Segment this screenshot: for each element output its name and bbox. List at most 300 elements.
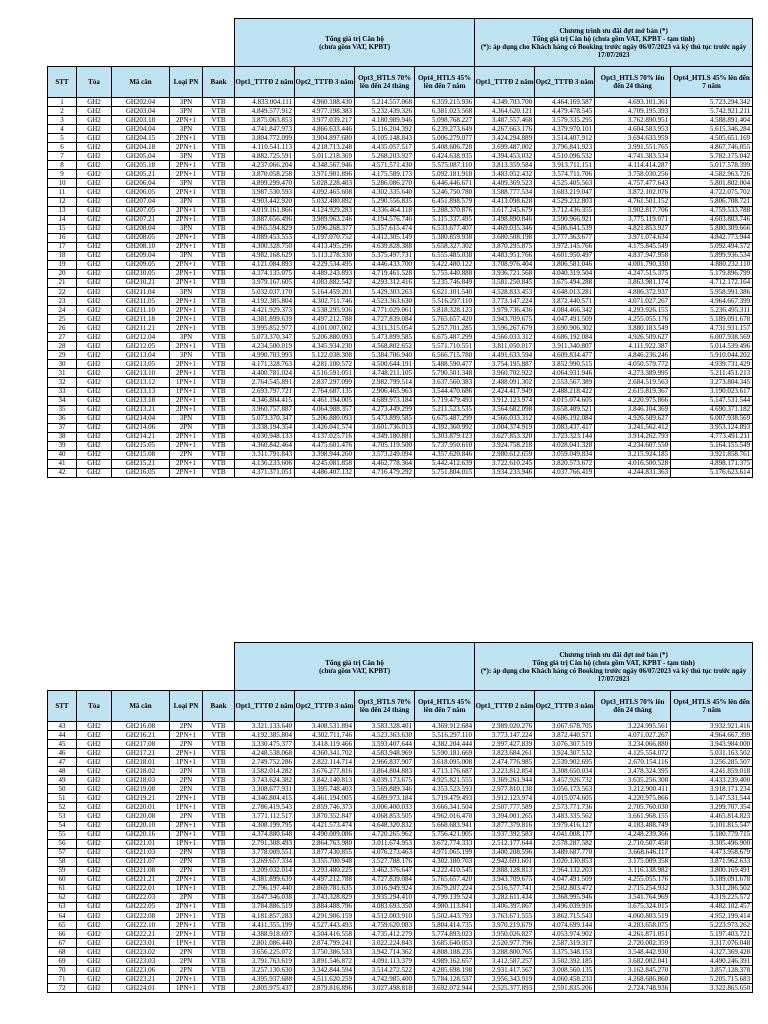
cell-opt4: 5.765.657.420 — [415, 875, 475, 884]
cell-promo-opt2: 3.979.416.127 — [535, 821, 595, 830]
cell-stt: 55 — [48, 830, 77, 839]
cell-promo-opt2: 4.648.013.281 — [535, 287, 595, 296]
cell-opt2: 4.197.070.752 — [295, 233, 355, 242]
cell-opt4: 3.618.095.008 — [415, 758, 475, 767]
cell-bedroom-type: 1PN+1 — [170, 839, 203, 848]
cell-bank: VTB — [203, 459, 235, 468]
cell-building: GH2 — [77, 278, 112, 287]
cell-stt: 3 — [48, 116, 77, 125]
cell-promo-opt3: 3.212.900.411 — [595, 785, 671, 794]
cell-promo-opt1: 3.223.812.854 — [475, 767, 535, 776]
cell-stt: 42 — [48, 468, 77, 477]
table-row — [48, 459, 753, 468]
cell-unit-code: GH206.04 — [112, 179, 170, 188]
cell-promo-opt2: 4.015.074.605 — [535, 794, 595, 803]
cell-opt3: 4.735.412.279 — [355, 930, 415, 939]
cell-opt2: 4.083.882.542 — [295, 278, 355, 287]
cell-unit-code: GH221.07 — [112, 857, 170, 866]
cell-unit-code: GH208.04 — [112, 224, 170, 233]
cell-stt: 60 — [48, 875, 77, 884]
cell-promo-opt4: 3.305.496.900 — [671, 839, 753, 848]
cell-building: GH2 — [77, 260, 112, 269]
col-building: Tòa — [77, 67, 112, 98]
cell-building: GH2 — [77, 794, 112, 803]
cell-stt: 33 — [48, 387, 77, 396]
cell-opt1: 3.656.225.072 — [235, 948, 295, 957]
cell-opt3: 5.384.706.940 — [355, 351, 415, 360]
cell-opt4: 6.621.101.540 — [415, 287, 475, 296]
cell-unit-code: GH221.08 — [112, 866, 170, 875]
cell-promo-opt3: 3.914.262.793 — [595, 432, 671, 441]
cell-bedroom-type: 2PN — [170, 740, 203, 749]
cell-unit-code: GH219.08 — [112, 785, 170, 794]
table-row — [48, 98, 753, 107]
cell-opt3: 5.232.439.326 — [355, 107, 415, 116]
cell-bank: VTB — [203, 857, 235, 866]
cell-unit-code: GH207.05 — [112, 206, 170, 215]
cell-promo-opt2: 3.852.990.515 — [535, 360, 595, 369]
cell-promo-opt4: 5.723.294.342 — [671, 98, 753, 107]
cell-building: GH2 — [77, 170, 112, 179]
cell-opt2: 4.490.009.086 — [295, 830, 355, 839]
cell-promo-opt2: 3.690.906.302 — [535, 324, 595, 333]
cell-building: GH2 — [77, 812, 112, 821]
cell-opt1: 3.960.757.887 — [235, 405, 295, 414]
cell-bedroom-type: 3PN — [170, 333, 203, 342]
cell-opt1: 4.381.899.639 — [235, 875, 295, 884]
cell-building: GH2 — [77, 116, 112, 125]
cell-promo-opt4: 5.147.531.544 — [671, 794, 753, 803]
cell-building: GH2 — [77, 405, 112, 414]
cell-stt: 61 — [48, 884, 77, 893]
cell-opt1: 4.030.948.133 — [235, 432, 295, 441]
cell-promo-opt2: 2.488.218.422 — [535, 387, 595, 396]
col-opt4: Opt4_HTLS 45% lên đến 7 năm — [415, 691, 475, 722]
cell-building: GH2 — [77, 758, 112, 767]
table-row — [48, 224, 753, 233]
cell-opt3: 4.568.802.652 — [355, 342, 415, 351]
cell-bank: VTB — [203, 875, 235, 884]
cell-opt3: 2.906.465.963 — [355, 387, 415, 396]
cell-unit-code: GH219.21 — [112, 794, 170, 803]
cell-building: GH2 — [77, 450, 112, 459]
col-bank: Bank — [203, 67, 235, 98]
cell-opt3: 3.514.272.522 — [355, 966, 415, 975]
cell-promo-opt2: 3.076.307.519 — [535, 740, 595, 749]
cell-bank: VTB — [203, 387, 235, 396]
cell-opt1: 4.374.135.075 — [235, 269, 295, 278]
cell-promo-opt2: 3.502.392.185 — [535, 957, 595, 966]
cell-unit-code: GH223.02 — [112, 948, 170, 957]
cell-unit-code: GH223.01 — [112, 939, 170, 948]
cell-bedroom-type: 2PN+1 — [170, 342, 203, 351]
cell-promo-opt3: 3.762.890.951 — [595, 116, 671, 125]
cell-unit-code: GH204.15 — [112, 134, 170, 143]
cell-bank: VTB — [203, 893, 235, 902]
cell-unit-code: GH205.04 — [112, 152, 170, 161]
cell-building: GH2 — [77, 152, 112, 161]
cell-building: GH2 — [77, 134, 112, 143]
cell-bedroom-type: 2PN+1 — [170, 206, 203, 215]
cell-bedroom-type: 2PN+1 — [170, 315, 203, 324]
cell-bank: VTB — [203, 848, 235, 857]
cell-unit-code: GH207.21 — [112, 215, 170, 224]
cell-building: GH2 — [77, 857, 112, 866]
cell-promo-opt4: 4.759.533.788 — [671, 206, 753, 215]
cell-opt3: 5.116.204.392 — [355, 125, 415, 134]
cell-promo-opt4: 5.180.779.715 — [671, 830, 753, 839]
table-row — [48, 161, 753, 170]
cell-promo-opt4: 4.880.232.110 — [671, 260, 753, 269]
table-row — [48, 758, 753, 767]
cell-bedroom-type: 2PN+1 — [170, 432, 203, 441]
cell-promo-opt1: 2.997.427.839 — [475, 740, 535, 749]
col-promo-opt1: Opt1_TTTĐ 2 năm — [475, 67, 535, 98]
cell-unit-code: GH220.01 — [112, 803, 170, 812]
table-row — [48, 893, 753, 902]
cell-opt1: 4.234.500.019 — [235, 342, 295, 351]
cell-bedroom-type: 2PN+1 — [170, 821, 203, 830]
cell-stt: 67 — [48, 939, 77, 948]
cell-building: GH2 — [77, 966, 112, 975]
cell-bank: VTB — [203, 839, 235, 848]
cell-bedroom-type: 2PN+1 — [170, 902, 203, 911]
cell-bedroom-type: 2PN+1 — [170, 143, 203, 152]
cell-bank: VTB — [203, 749, 235, 758]
cell-opt3: 5.473.899.585 — [355, 333, 415, 342]
cell-bank: VTB — [203, 432, 235, 441]
cell-building: GH2 — [77, 269, 112, 278]
cell-promo-opt1: 3.950.026.827 — [475, 930, 535, 939]
cell-opt4: 6.675.487.299 — [415, 414, 475, 423]
cell-promo-opt1: 3.924.758.218 — [475, 441, 535, 450]
cell-bedroom-type: 2PN — [170, 857, 203, 866]
cell-opt1: 3.979.167.605 — [235, 278, 295, 287]
cell-stt: 39 — [48, 441, 77, 450]
cell-opt1: 3.791.763.619 — [235, 957, 295, 966]
cell-opt1: 4.192.385.804 — [235, 731, 295, 740]
cell-stt: 68 — [48, 948, 77, 957]
table-row — [48, 378, 753, 387]
cell-opt2: 4.360.341.702 — [295, 749, 355, 758]
table-row — [48, 785, 753, 794]
cell-opt2: 2.859.746.373 — [295, 803, 355, 812]
cell-opt2: 4.497.212.788 — [295, 875, 355, 884]
col-building: Tòa — [77, 691, 112, 722]
table-row — [48, 884, 753, 893]
price-table-2-body — [48, 722, 753, 993]
col-promo-opt3: Opt3_HTLS 70% lên đến 24 tháng — [595, 67, 671, 98]
cell-promo-opt1: 3.912.123.974 — [475, 396, 535, 405]
cell-promo-opt1: 2.474.776.985 — [475, 758, 535, 767]
cell-promo-opt1: 3.627.853.320 — [475, 432, 535, 441]
cell-stt: 50 — [48, 785, 77, 794]
cell-bank: VTB — [203, 939, 235, 948]
cell-bedroom-type: 2PN — [170, 767, 203, 776]
cell-opt4: 4.222.410.545 — [415, 866, 475, 875]
cell-promo-opt3: 4.255.055.176 — [595, 875, 671, 884]
cell-promo-opt3: 4.283.658.075 — [595, 921, 671, 930]
cell-opt3: 3.527.788.176 — [355, 857, 415, 866]
cell-opt1: 4.882.725.591 — [235, 152, 295, 161]
cell-opt1: 2.693.797.721 — [235, 387, 295, 396]
cell-bedroom-type: 1PN+1 — [170, 984, 203, 993]
cell-opt3: 3.022.224.843 — [355, 939, 415, 948]
cell-promo-opt2: 4.041.008.177 — [535, 830, 595, 839]
cell-promo-opt4: 3.932.921.416 — [671, 722, 753, 731]
cell-building: GH2 — [77, 767, 112, 776]
cell-opt4: 4.353.523.593 — [415, 785, 475, 794]
cell-opt2: 3.971.901.896 — [295, 170, 355, 179]
cell-opt3: 4.076.273.463 — [355, 848, 415, 857]
cell-unit-code: GH217.08 — [112, 740, 170, 749]
cell-promo-opt2: 3.675.494.288 — [535, 278, 595, 287]
cell-stt: 43 — [48, 722, 77, 731]
cell-promo-opt4: 3.190.023.617 — [671, 387, 753, 396]
cell-unit-code: GH222.08 — [112, 911, 170, 920]
cell-promo-opt3: 4.926.509.627 — [595, 414, 671, 423]
cell-unit-code: GH203.04 — [112, 107, 170, 116]
cell-promo-opt2: 3.683.219.047 — [535, 188, 595, 197]
cell-unit-code: GH212.04 — [112, 333, 170, 342]
cell-bedroom-type: 3PN — [170, 197, 203, 206]
cell-promo-opt4: 3.322.865.650 — [671, 984, 753, 993]
cell-unit-code: GH222.01 — [112, 884, 170, 893]
cell-unit-code: GH214.06 — [112, 423, 170, 432]
cell-promo-opt3: 4.261.871.051 — [595, 930, 671, 939]
cell-bank: VTB — [203, 812, 235, 821]
cell-promo-opt2: 4.074.699.144 — [535, 921, 595, 930]
cell-promo-opt3: 3.541.764.969 — [595, 893, 671, 902]
cell-opt3: 4.180.989.946 — [355, 116, 415, 125]
cell-bank: VTB — [203, 930, 235, 939]
cell-promo-opt4: 4.773.491.211 — [671, 432, 753, 441]
cell-unit-code: GH205.21 — [112, 170, 170, 179]
cell-stt: 12 — [48, 197, 77, 206]
table-row — [48, 324, 753, 333]
cell-building: GH2 — [77, 342, 112, 351]
table-row — [48, 287, 753, 296]
cell-bedroom-type: 2PN — [170, 957, 203, 966]
cell-opt3: 3.011.674.953 — [355, 839, 415, 848]
table-row — [48, 975, 753, 984]
cell-promo-opt3: 2.724.748.936 — [595, 984, 671, 993]
cell-promo-opt3: 4.060.803.519 — [595, 911, 671, 920]
total-value-header: Tổng giá trị Căn hộ (chưa gồm VAT, KPBT) — [235, 19, 475, 67]
cell-promo-opt1: 3.943.709.675 — [475, 875, 535, 884]
cell-opt3: 4.462.778.364 — [355, 459, 415, 468]
cell-bank: VTB — [203, 188, 235, 197]
cell-stt: 11 — [48, 188, 77, 197]
cell-promo-opt2: 3.820.573.672 — [535, 459, 595, 468]
cell-opt2: 4.504.416.558 — [295, 930, 355, 939]
cell-opt1: 3.338.194.354 — [235, 423, 295, 432]
cell-opt2: 2.764.687.135 — [295, 387, 355, 396]
cell-stt: 48 — [48, 767, 77, 776]
cell-unit-code: GH222.05 — [112, 902, 170, 911]
cell-promo-opt2: 4.529.232.803 — [535, 197, 595, 206]
cell-promo-opt4: 4.731.931.157 — [671, 324, 753, 333]
header-blank — [48, 643, 235, 691]
cell-bank: VTB — [203, 369, 235, 378]
cell-promo-opt3: 2.705.760.030 — [595, 803, 671, 812]
cell-promo-opt2: 3.872.440.571 — [535, 731, 595, 740]
cell-opt1: 3.778.009.551 — [235, 848, 295, 857]
cell-unit-code: GH213.12 — [112, 378, 170, 387]
cell-promo-opt1: 2.512.177.644 — [475, 839, 535, 848]
cell-promo-opt2: 3.806.581.046 — [535, 260, 595, 269]
cell-opt1: 3.209.032.014 — [235, 866, 295, 875]
cell-promo-opt3: 4.114.414.287 — [595, 161, 671, 170]
cell-promo-opt3: 4.220.975.866 — [595, 396, 671, 405]
promotion-header: Chương trình ưu đãi đợt mở bán (*) Tổng giá trị Căn hộ (chưa gồm VAT, KPBT - tạm tính) (*): áp dụng cho Khách hàng có Booking trước ngày 06/07/2023 và ký thủ tục trước ngày 17/07/2023 — [475, 643, 753, 691]
cell-promo-opt2: 3.020.130.853 — [535, 857, 595, 866]
cell-promo-opt4: 5.910.044.202 — [671, 351, 753, 360]
cell-opt1: 4.990.703.993 — [235, 351, 295, 360]
cell-bedroom-type: 2PN+1 — [170, 441, 203, 450]
cell-unit-code: GH214.04 — [112, 414, 170, 423]
cell-stt: 70 — [48, 966, 77, 975]
cell-bank: VTB — [203, 170, 235, 179]
cell-opt3: 4.302.335.640 — [355, 188, 415, 197]
cell-promo-opt2: 2.578.287.582 — [535, 839, 595, 848]
cell-promo-opt4: 4.582.963.726 — [671, 170, 753, 179]
cell-building: GH2 — [77, 893, 112, 902]
cell-opt4: 5.751.804.015 — [415, 468, 475, 477]
cell-bedroom-type: 3PN — [170, 224, 203, 233]
cell-stt: 46 — [48, 749, 77, 758]
cell-promo-opt2: 4.060.458.233 — [535, 975, 595, 984]
cell-bedroom-type: 2PN+1 — [170, 242, 203, 251]
cell-opt2: 3.977.039.217 — [295, 116, 355, 125]
cell-promo-opt4: 5.742.921.211 — [671, 107, 753, 116]
cell-bank: VTB — [203, 98, 235, 107]
cell-bedroom-type: 2PN+1 — [170, 297, 203, 306]
cell-opt2: 4.229.534.495 — [295, 260, 355, 269]
cell-stt: 25 — [48, 315, 77, 324]
cell-opt4: 3.692.072.944 — [415, 984, 475, 993]
cell-promo-opt1: 2.989.020.276 — [475, 722, 535, 731]
cell-unit-code: GH223.03 — [112, 957, 170, 966]
cell-opt2: 4.516.591.051 — [295, 369, 355, 378]
cell-stt: 9 — [48, 170, 77, 179]
cell-promo-opt1: 2.424.417.949 — [475, 387, 535, 396]
cell-stt: 24 — [48, 306, 77, 315]
cell-opt4: 5.790.501.348 — [415, 369, 475, 378]
cell-building: GH2 — [77, 387, 112, 396]
table-row — [48, 152, 753, 161]
cell-opt2: 4.960.188.430 — [295, 98, 355, 107]
table-row — [48, 269, 753, 278]
price-table-2 — [47, 642, 753, 993]
cell-promo-opt3: 4.255.055.176 — [595, 315, 671, 324]
cell-opt2: 5.032.480.892 — [295, 197, 355, 206]
cell-promo-opt4: 4.690.371.182 — [671, 405, 753, 414]
cell-unit-code: GH206.05 — [112, 188, 170, 197]
cell-building: GH2 — [77, 821, 112, 830]
cell-bedroom-type: 2PN — [170, 785, 203, 794]
cell-building: GH2 — [77, 360, 112, 369]
cell-bedroom-type: 3PN — [170, 251, 203, 260]
table-row — [48, 360, 753, 369]
cell-building: GH2 — [77, 441, 112, 450]
cell-opt1: 2.805.975.437 — [235, 984, 295, 993]
header-blank — [48, 19, 235, 67]
cell-stt: 13 — [48, 206, 77, 215]
cell-promo-opt1: 3.912.123.974 — [475, 794, 535, 803]
cell-promo-opt3: 2.615.819.367 — [595, 387, 671, 396]
cell-promo-opt4: 3.921.858.761 — [671, 450, 753, 459]
table-row — [48, 948, 753, 957]
cell-opt1: 4.110.541.113 — [235, 143, 295, 152]
cell-promo-opt4: 5.782.175.042 — [671, 152, 753, 161]
cell-promo-opt3: 4.248.239.366 — [595, 830, 671, 839]
cell-stt: 44 — [48, 731, 77, 740]
cell-opt2: 2.869.781.635 — [295, 884, 355, 893]
cell-opt1: 3.257.130.630 — [235, 966, 295, 975]
cell-opt4: 5.571.710.551 — [415, 342, 475, 351]
cell-opt4: 4.369.912.684 — [415, 722, 475, 731]
cell-bedroom-type: 2PN+1 — [170, 930, 203, 939]
cell-bedroom-type: 2PN+1 — [170, 405, 203, 414]
cell-opt2: 4.486.407.132 — [295, 468, 355, 477]
table-row — [48, 188, 753, 197]
cell-bedroom-type: 2PN — [170, 948, 203, 957]
cell-opt4: 4.713.176.687 — [415, 767, 475, 776]
table-row — [48, 297, 753, 306]
cell-bedroom-type: 2PN+1 — [170, 188, 203, 197]
cell-opt3: 3.601.736.013 — [355, 423, 415, 432]
cell-opt2: 4.461.194.005 — [295, 794, 355, 803]
cell-opt3: 3.462.376.647 — [355, 866, 415, 875]
cell-opt1: 3.784.886.519 — [235, 902, 295, 911]
cell-opt4: 6.451.898.579 — [415, 197, 475, 206]
cell-unit-code: GH211.04 — [112, 287, 170, 296]
cell-promo-opt3: 3.635.256.308 — [595, 776, 671, 785]
cell-promo-opt2: 2.587.319.317 — [535, 939, 595, 948]
cell-unit-code: GH204.18 — [112, 143, 170, 152]
cell-opt1: 4.360.842.464 — [235, 441, 295, 450]
cell-stt: 62 — [48, 893, 77, 902]
cell-building: GH2 — [77, 306, 112, 315]
cell-promo-opt1: 3.282.611.434 — [475, 893, 535, 902]
cell-building: GH2 — [77, 975, 112, 984]
cell-promo-opt3: 3.116.138.982 — [595, 866, 671, 875]
cell-promo-opt1: 3.956.343.919 — [475, 975, 535, 984]
cell-opt3: 4.412.305.149 — [355, 233, 415, 242]
cell-bank: VTB — [203, 125, 235, 134]
cell-building: GH2 — [77, 848, 112, 857]
cell-bedroom-type: 2PN+1 — [170, 170, 203, 179]
cell-promo-opt4: 5.899.936.534 — [671, 251, 753, 260]
cell-promo-opt4: 5.615.346.284 — [671, 125, 753, 134]
cell-promo-opt1: 2.507.777.589 — [475, 803, 535, 812]
cell-opt1: 4.374.880.648 — [235, 830, 295, 839]
table-row — [48, 875, 753, 884]
cell-stt: 21 — [48, 278, 77, 287]
cell-opt1: 3.743.624.382 — [235, 776, 295, 785]
cell-stt: 69 — [48, 957, 77, 966]
cell-bedroom-type: 3PN — [170, 351, 203, 360]
cell-opt2: 4.101.007.002 — [295, 324, 355, 333]
cell-opt4: 6.424.638.935 — [415, 152, 475, 161]
cell-opt1: 4.833.004.111 — [235, 98, 295, 107]
cell-promo-opt1: 3.877.379.816 — [475, 821, 535, 830]
cell-opt1: 4.400.781.024 — [235, 369, 295, 378]
cell-opt1: 4.411.355.199 — [235, 921, 295, 930]
cell-unit-code: GH210.21 — [112, 278, 170, 287]
cell-opt3: 4.512.003.910 — [355, 911, 415, 920]
